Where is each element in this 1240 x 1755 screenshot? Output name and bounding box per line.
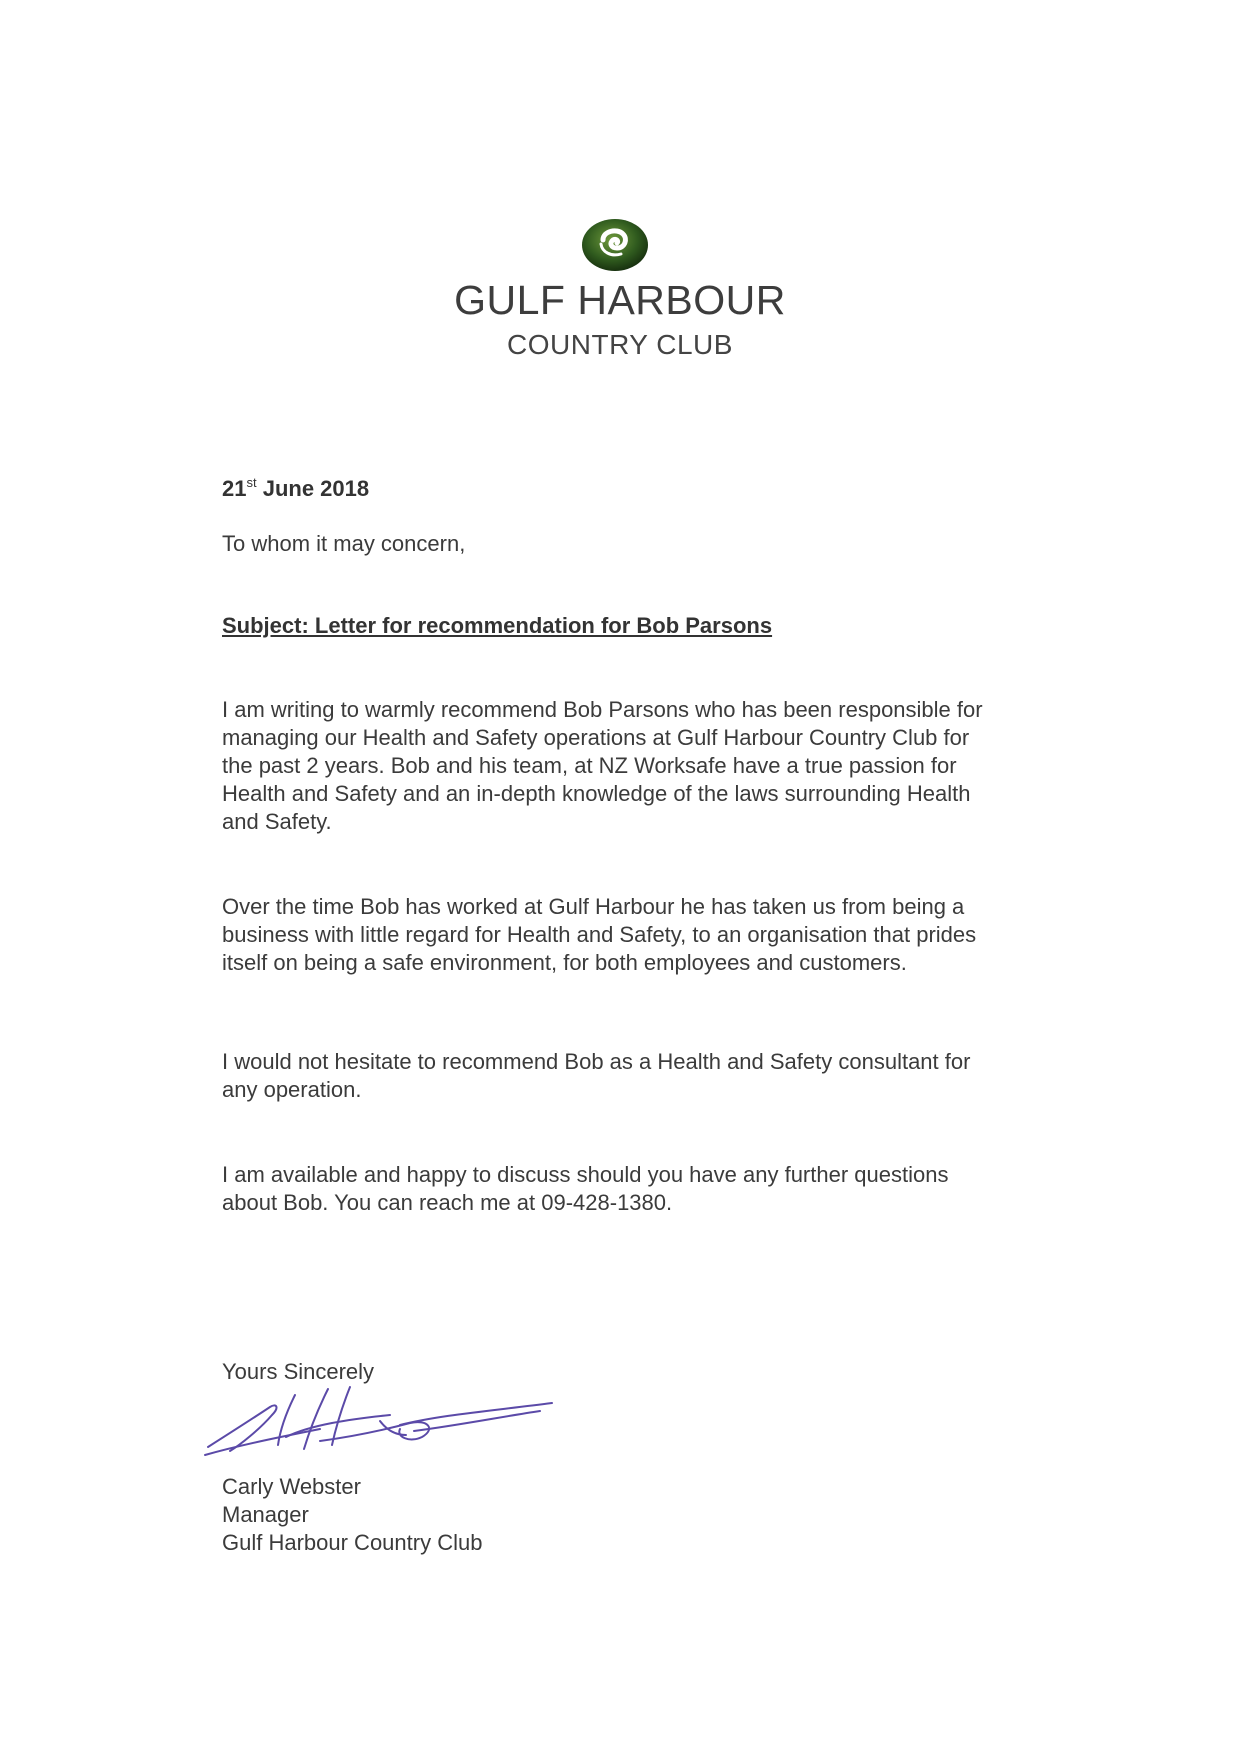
greeting: To whom it may concern,: [222, 531, 466, 556]
brand-subtitle: COUNTRY CLUB: [507, 329, 733, 360]
koru-swirl-icon: [581, 218, 649, 272]
body-paragraph: Over the time Bob has worked at Gulf Harbour he has taken us from being a business with little regard for Health and Safety, to an organisation that prides itself on being a safe environment, for both employees and customers.: [222, 894, 977, 975]
subject-line: Subject: Letter for recommendation for Bob Parsons: [222, 613, 773, 638]
body-paragraph: I am available and happy to discuss should you have any further questions about Bob. You can reach me at 09-428-1380.: [222, 1162, 949, 1215]
body-paragraph: I am writing to warmly recommend Bob Parsons who has been responsible for managing our Health and Safety operations at Gulf Harbour Country Club for the past 2 years. Bob and his team, at NZ Worksafe have a true passion for Health and Safety and an in-depth knowledge of the laws surrounding Health and Safety.: [222, 697, 983, 834]
body-paragraph: I would not hesitate to recommend Bob as a Health and Safety consultant for any operation.: [222, 1049, 971, 1102]
signer-organisation: Gulf Harbour Country Club: [222, 1530, 483, 1555]
date-suffix: st: [246, 475, 257, 490]
letter-date: [222, 475, 1002, 503]
brand-name: GULF HARBOUR: [454, 277, 786, 323]
signer-name: Carly Webster: [222, 1474, 361, 1499]
handwritten-signature-icon: [200, 1385, 560, 1465]
closing: Yours Sincerely: [222, 1359, 375, 1384]
date-rest: June 2018: [256, 476, 370, 501]
date-day: 21: [222, 476, 247, 501]
signer-title: Manager: [222, 1502, 309, 1527]
